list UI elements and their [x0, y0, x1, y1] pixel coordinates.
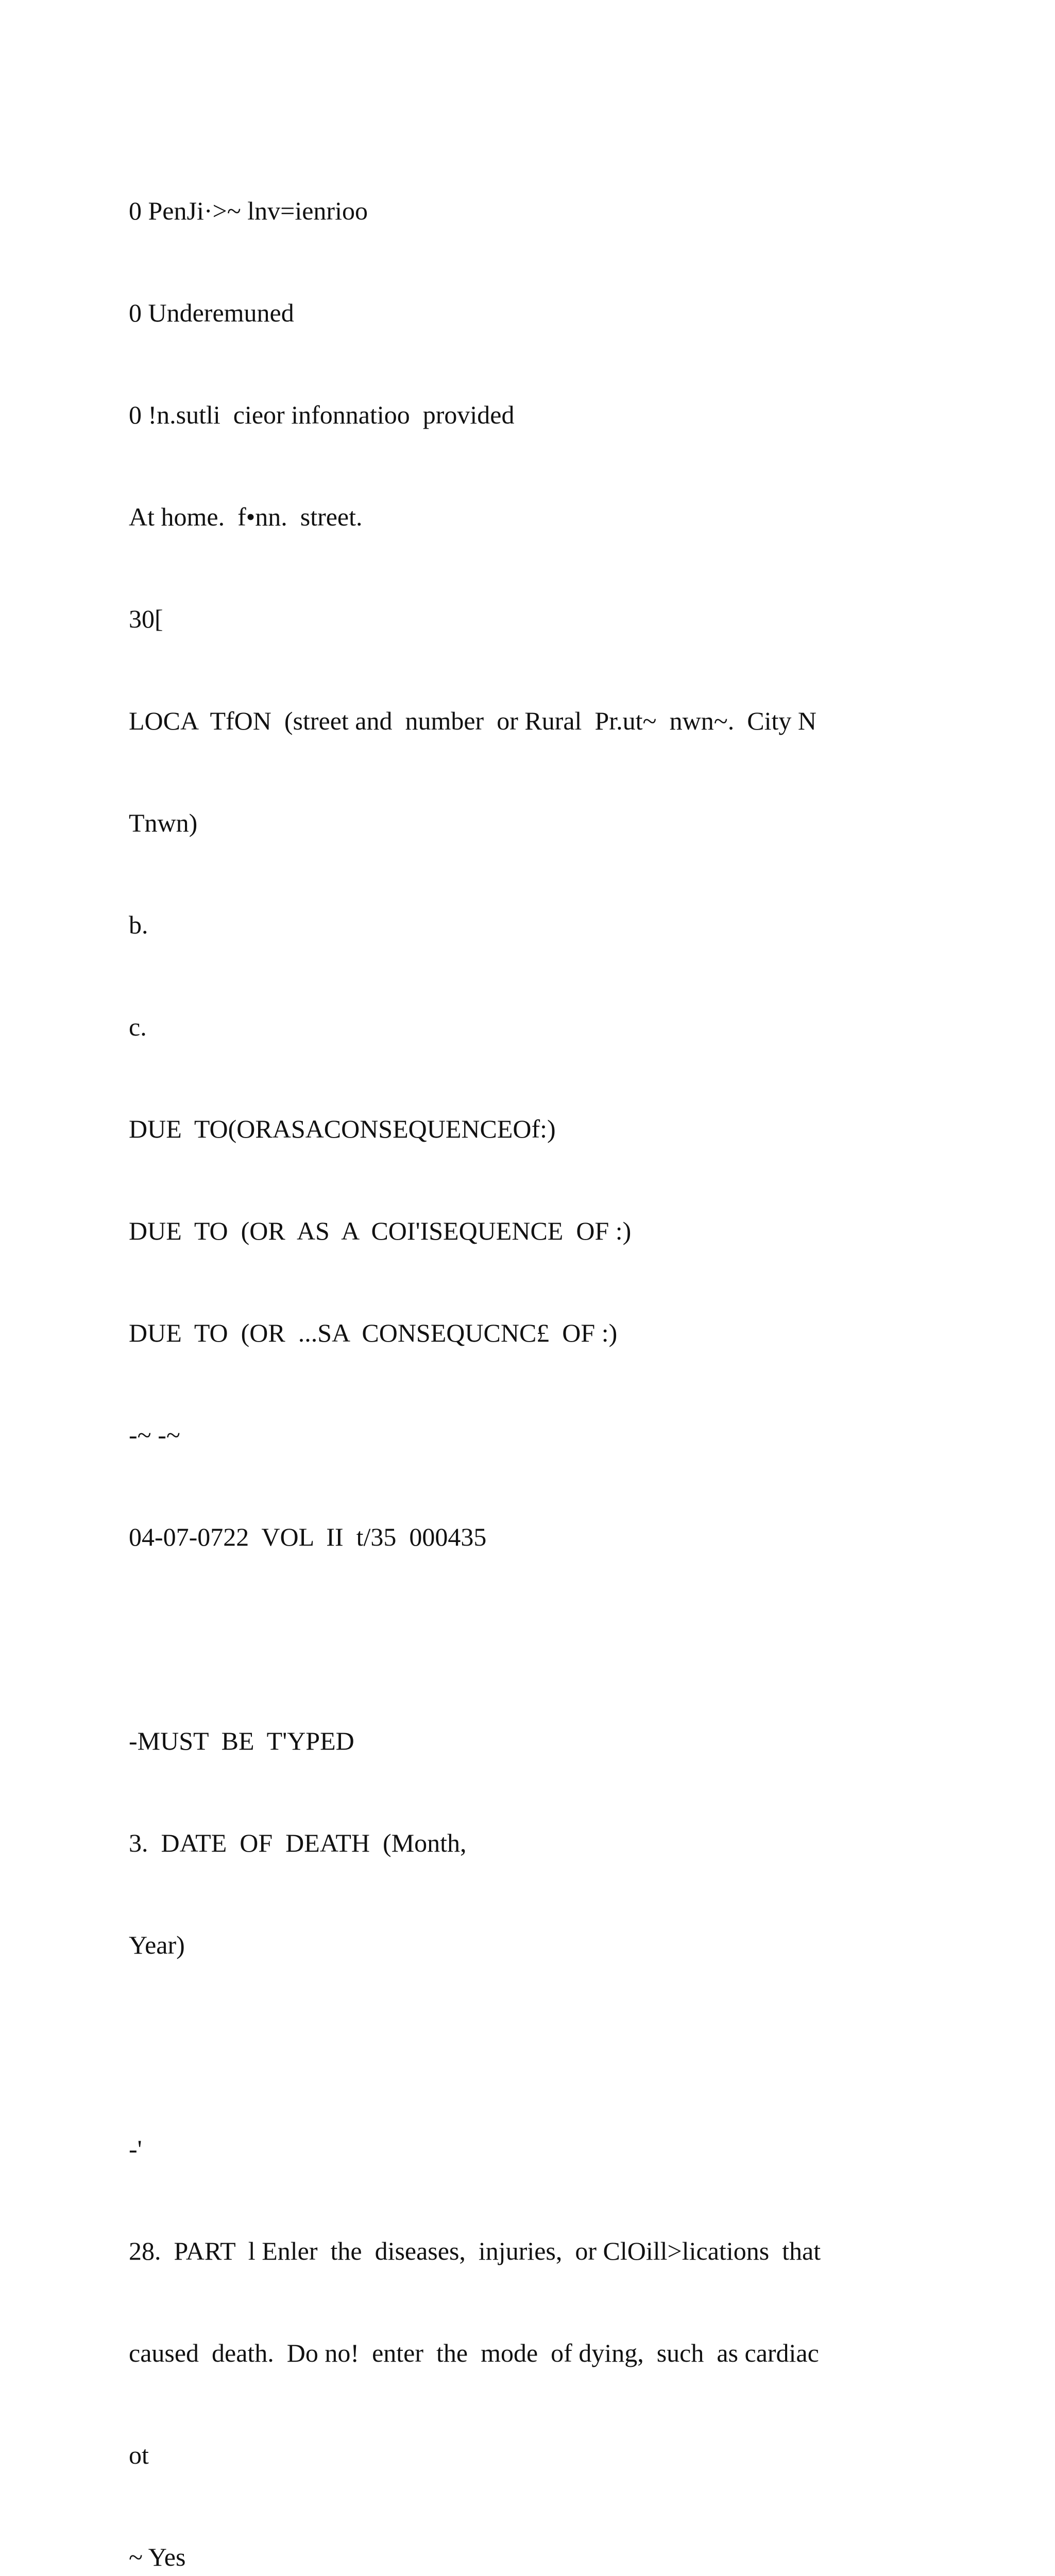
text-line: DUE TO (OR AS A COI'ISEQUENCE OF :)	[129, 1216, 632, 1245]
text-line: b.	[129, 910, 148, 939]
text-line: At home. f•nn. street.	[129, 502, 363, 531]
text-line: LOCA TfON (street and number or Rural Pr.ut~ nwn~. City N	[129, 706, 816, 735]
text-line: Year)	[129, 1930, 185, 1959]
text-line: 04-07-0722 VOL II t/35 000435	[129, 1522, 487, 1551]
document-text	[129, 126, 932, 2576]
blank-line	[129, 2030, 932, 2064]
text-line: 0 Underemuned	[129, 298, 294, 327]
text-line: 28. PART l Enler the diseases, injuries, or ClOill>lications that	[129, 2236, 821, 2265]
blank-line	[129, 1622, 932, 1656]
text-line: ~ Yes	[129, 2543, 186, 2571]
text-line: 0 !n.sutli cieor infonnatioo provided	[129, 400, 515, 429]
text-line: -MUST BE T'YPED	[129, 1726, 354, 1755]
text-line: -'	[129, 2134, 142, 2163]
text-line: 3. DATE OF DEATH (Month,	[129, 1828, 467, 1857]
text-line: -~ -~	[129, 1420, 180, 1449]
text-line: 0 PenJi·>~ lnv=ienrioo	[129, 196, 368, 225]
text-line: 30[	[129, 604, 163, 633]
text-line: c.	[129, 1012, 147, 1041]
text-line: DUE TO (OR ...SA CONSEQUCNC£ OF :)	[129, 1318, 618, 1347]
text-line: ot	[129, 2441, 149, 2469]
text-line: caused death. Do no! enter the mode of dying, such as cardiac	[129, 2338, 819, 2367]
text-line: DUE TO(ORASACONSEQUENCEOf:)	[129, 1114, 556, 1143]
text-line: Tnwn)	[129, 808, 198, 837]
